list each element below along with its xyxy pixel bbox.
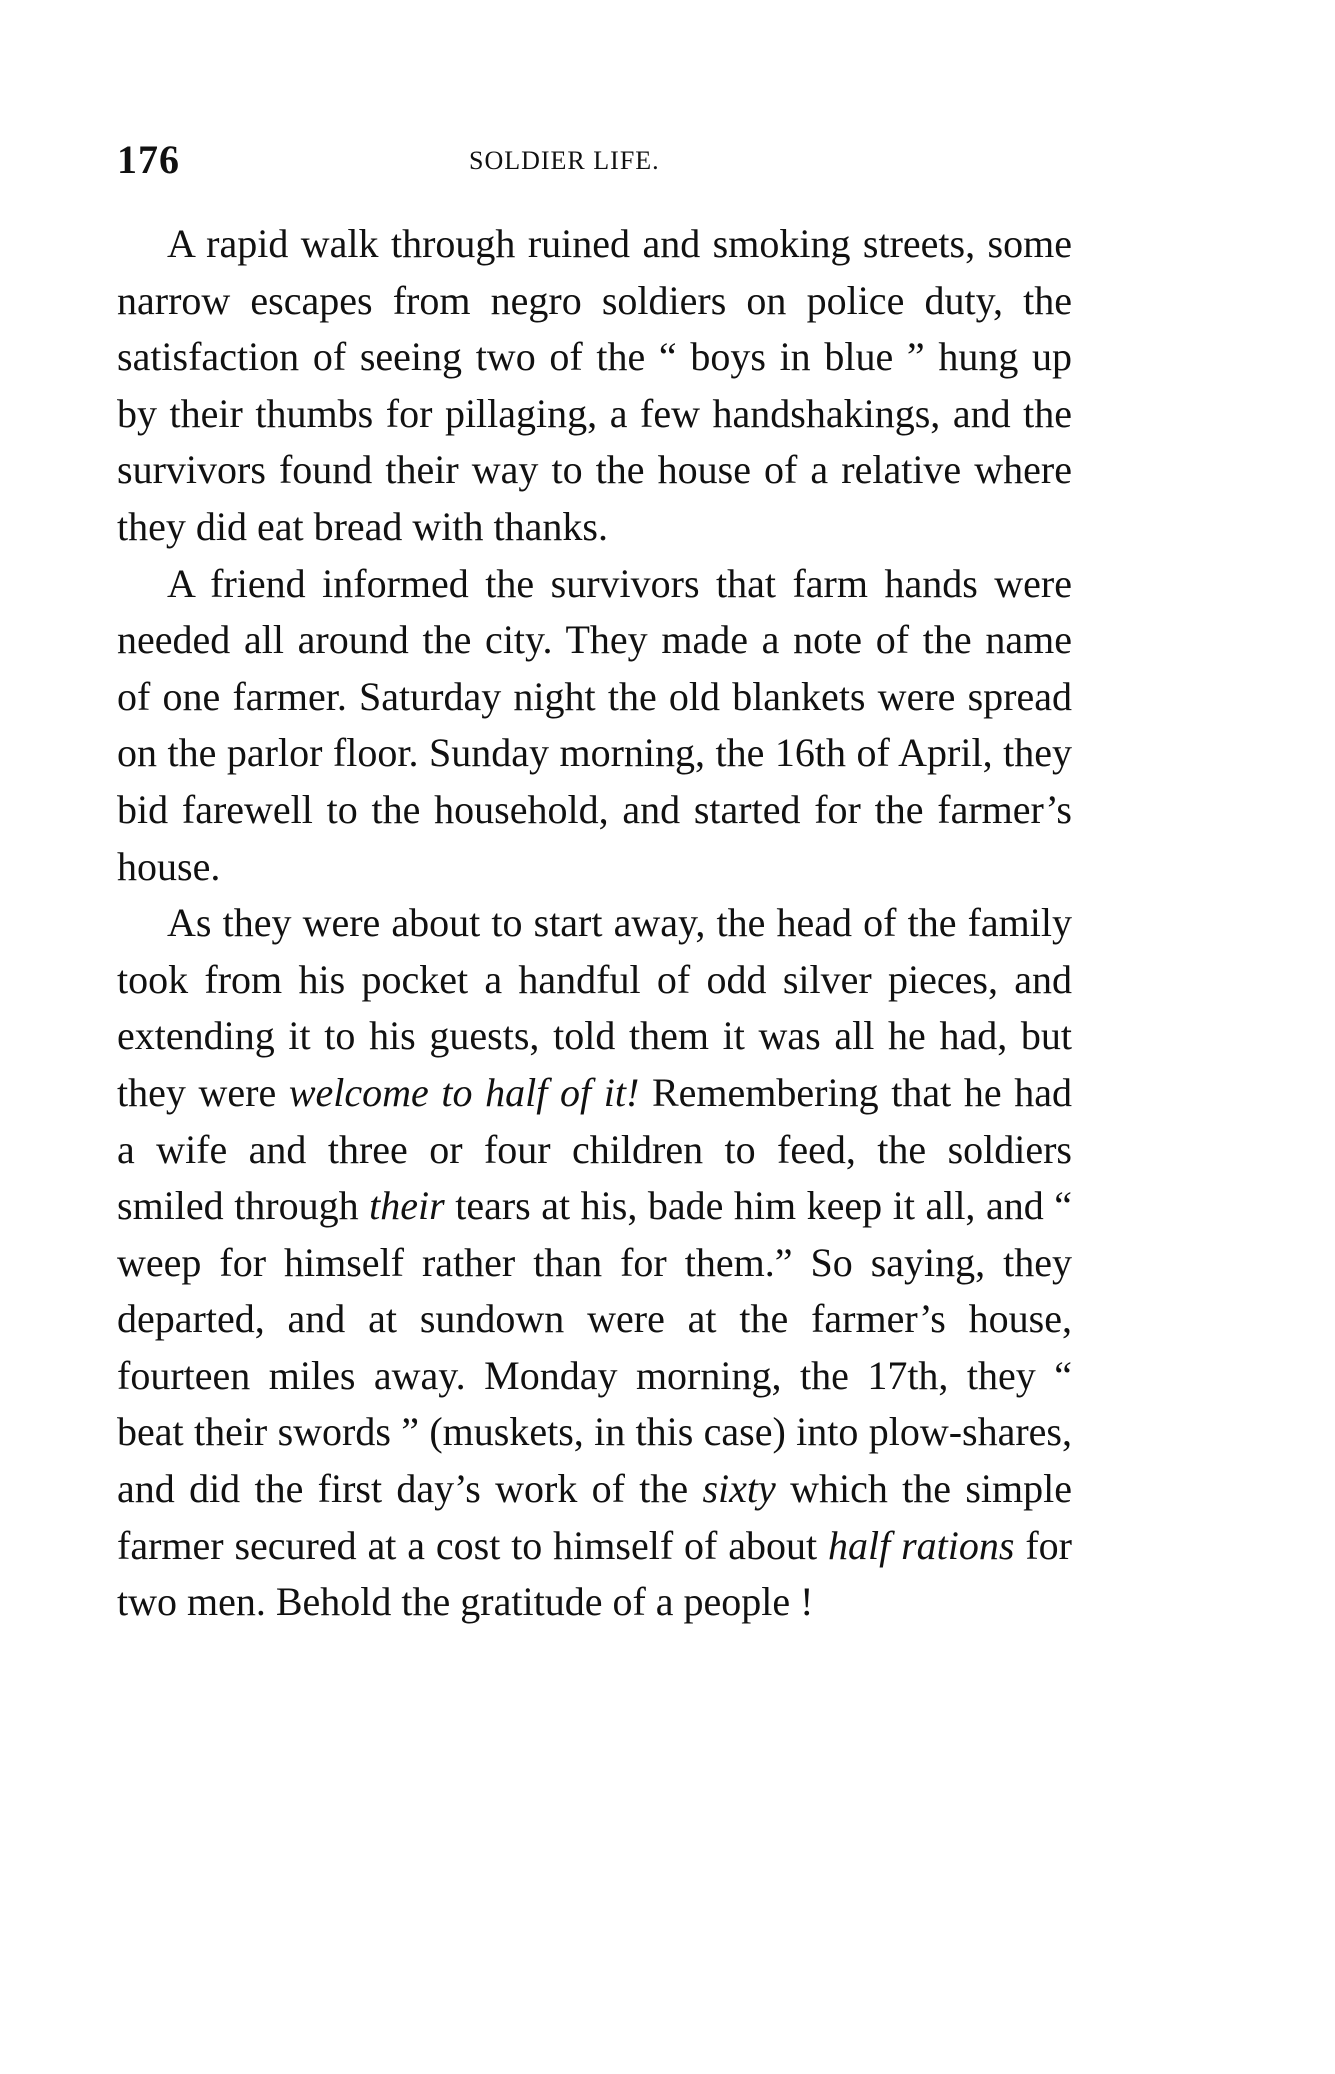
italic-phrase-welcome: welcome to half of it! — [288, 1069, 640, 1115]
paragraph-text-segment: for two men. Behold the gratitude of a people ! — [117, 1522, 1072, 1625]
paragraph-silver-pieces — [117, 895, 1072, 1631]
paragraph-text-segment: Remembering that he had a wife and three or four children to feed, the soldiers smiled through — [117, 1069, 1072, 1229]
italic-word-their: their — [369, 1183, 445, 1229]
paragraph-text-segment: tears at his, bade him keep it all, and “ weep for himself rather than for them.” So saying, they departed, and at sundown were at the farmer’s house, fourteen miles away. Monday morning, the 17th, they “ beat their swords ” (muskets, in this case) into plow-shares, and did the first day’s work of the — [117, 1183, 1073, 1512]
running-head — [117, 136, 1077, 196]
running-title: SOLDIER LIFE. — [469, 146, 660, 175]
paragraph-text-segment: As they were about to start away, the head of the family took from his pocket a handful of odd silver pieces, and extending it to his guests, told them it was all he had, but they were — [117, 900, 1072, 1115]
paragraph-walk-through-streets: A rapid walk through ruined and smoking streets, some narrow escapes from negro soldiers on police duty, the satisfaction of seeing two of the “ boys in blue ” hung up by their thumbs for pillaging, a few handshakings, and the survivors found their way to the house of a relative where they did eat bread with thanks. — [117, 221, 1072, 549]
page-number: 176 — [117, 137, 180, 182]
paragraph-text-segment: which the simple farmer secured at a cost to himself of about — [117, 1466, 1073, 1568]
paragraph-farm-hands: A friend informed the survivors that farm hands were needed all around the city. They made a note of the name of one farmer. Saturday night the old blankets were spread on the parlor floor. Sunday morning, the 16th of April, they bid farewell to the household, and started for the farmer’s house. — [117, 560, 1072, 889]
body-text — [117, 216, 1072, 1631]
italic-phrase-half-rations: half rations — [828, 1522, 1015, 1568]
italic-word-sixty: sixty — [702, 1466, 776, 1512]
